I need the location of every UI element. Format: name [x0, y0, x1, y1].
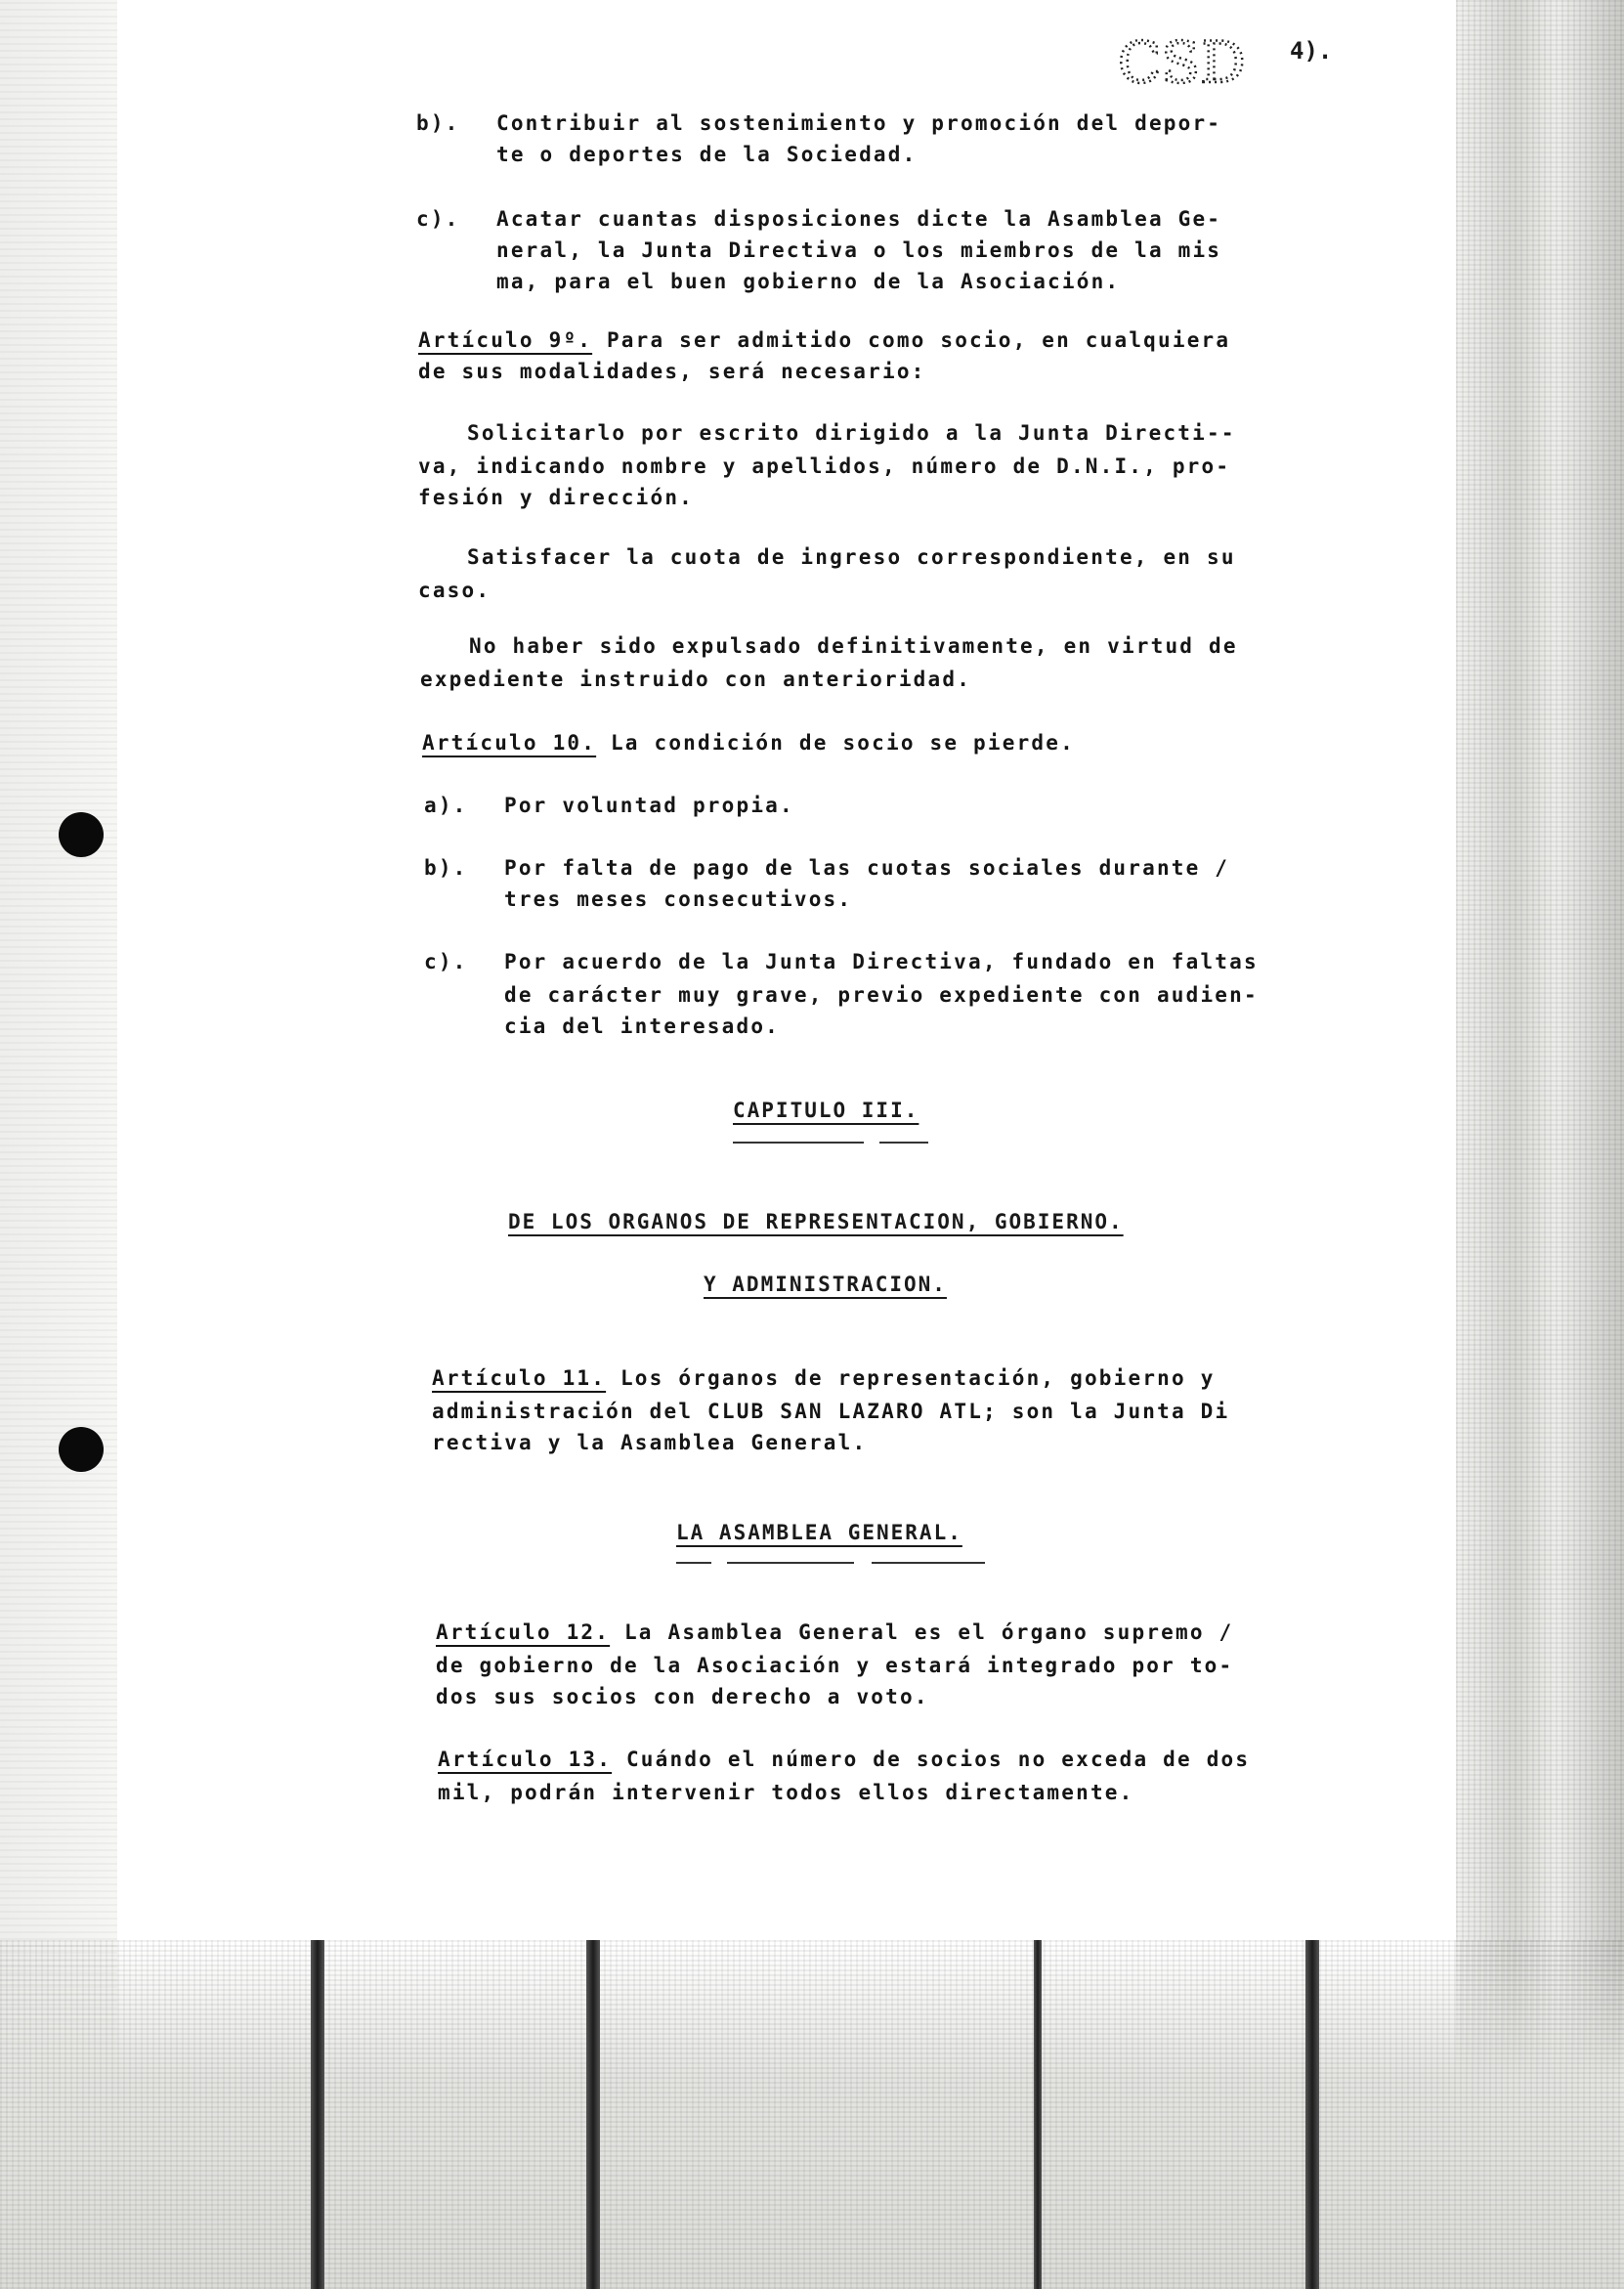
article-heading: Artículo 10.	[422, 731, 597, 755]
paragraph-line: mil, podrán intervenir todos ellos directamente.	[438, 1781, 1134, 1804]
article-9	[418, 323, 1230, 358]
paragraph-line: neral, la Junta Directiva o los miembros de la mis	[496, 238, 1222, 262]
page-number: 4).	[1290, 37, 1333, 65]
article-heading: Artículo 11.	[432, 1366, 607, 1390]
paragraph-line: cia del interesado.	[504, 1015, 781, 1038]
section-heading: DE LOS ORGANOS DE REPRESENTACION, GOBIERNO.	[508, 1210, 1124, 1233]
paragraph-line: Solicitarlo por escrito dirigido a la Junta Directi--	[467, 421, 1236, 445]
item-label: b).	[424, 856, 468, 880]
article-heading: Artículo 9º.	[418, 328, 593, 352]
double-underline	[733, 1142, 864, 1144]
paragraph-line: administración del CLUB SAN LAZARO ATL; son la Junta Di	[432, 1400, 1230, 1423]
article-13	[438, 1742, 1250, 1777]
svg-text:CSD: CSD	[1118, 29, 1246, 96]
article-heading: Artículo 13.	[438, 1748, 613, 1771]
article-text: Los órganos de representación, gobierno y	[606, 1366, 1216, 1390]
article-12	[436, 1615, 1233, 1650]
scanner-bar	[586, 1940, 600, 2289]
section-heading: LA ASAMBLEA GENERAL.	[676, 1521, 962, 1544]
paragraph-line: rectiva y la Asamblea General.	[432, 1431, 868, 1454]
item-label: a).	[424, 794, 468, 817]
article-heading: Artículo 12.	[436, 1620, 611, 1644]
article-10	[422, 725, 1075, 760]
article-text: La Asamblea General es el órgano supremo /	[610, 1620, 1234, 1644]
chapter-heading: CAPITULO III.	[733, 1099, 919, 1122]
paragraph-line: Satisfacer la cuota de ingreso correspondiente, en su	[467, 545, 1236, 569]
paragraph-line: de carácter muy grave, previo expediente con audien-	[504, 983, 1259, 1007]
paragraph-line: fesión y dirección.	[418, 486, 695, 509]
paragraph-line: de sus modalidades, será necesario:	[418, 360, 926, 383]
punch-hole	[59, 812, 104, 857]
article-text: Para ser admitido como socio, en cualquiera	[592, 328, 1231, 352]
paragraph-line: Por falta de pago de las cuotas sociales durante /	[504, 856, 1230, 880]
paragraph-line: caso.	[418, 579, 491, 602]
item-label: b).	[416, 111, 460, 135]
paragraph-line: Contribuir al sostenimiento y promoción del depor-	[496, 111, 1222, 135]
paragraph-line: No haber sido expulsado definitivamente, en virtud de	[469, 634, 1238, 658]
article-text: Cuándo el número de socios no exceda de dos	[612, 1748, 1251, 1771]
paragraph-line: va, indicando nombre y apellidos, número de D.N.I., pro-	[418, 454, 1231, 478]
paragraph-line: Por voluntad propia.	[504, 794, 794, 817]
section-heading: Y ADMINISTRACION.	[704, 1273, 947, 1296]
scan-bottom-noise	[0, 1940, 1624, 2289]
paragraph-line: tres meses consecutivos.	[504, 887, 853, 911]
item-label: c).	[424, 950, 468, 973]
paragraph-line: Acatar cuantas disposiciones dicte la Asamblea Ge-	[496, 207, 1222, 231]
paragraph-line: dos sus socios con derecho a voto.	[436, 1685, 929, 1708]
paragraph-line: expediente instruido con anterioridad.	[420, 668, 972, 691]
paragraph-line: de gobierno de la Asociación y estará integrado por to-	[436, 1654, 1234, 1677]
double-underline	[879, 1142, 928, 1144]
double-underline	[872, 1562, 985, 1564]
csd-stamp-mark	[1112, 22, 1278, 109]
paragraph-line: ma, para el buen gobierno de la Asociación.	[496, 270, 1121, 293]
article-11	[432, 1360, 1216, 1396]
scanner-bar	[311, 1940, 324, 2289]
scanner-bar	[1034, 1940, 1042, 2289]
punch-hole	[59, 1427, 104, 1472]
article-text: La condición de socio se pierde.	[596, 731, 1075, 755]
paragraph-line: Por acuerdo de la Junta Directiva, fundado en faltas	[504, 950, 1259, 973]
item-label: c).	[416, 207, 460, 231]
scanner-bar	[1305, 1940, 1319, 2289]
double-underline	[727, 1562, 854, 1564]
paragraph-line: te o deportes de la Sociedad.	[496, 143, 918, 166]
double-underline	[676, 1562, 711, 1564]
